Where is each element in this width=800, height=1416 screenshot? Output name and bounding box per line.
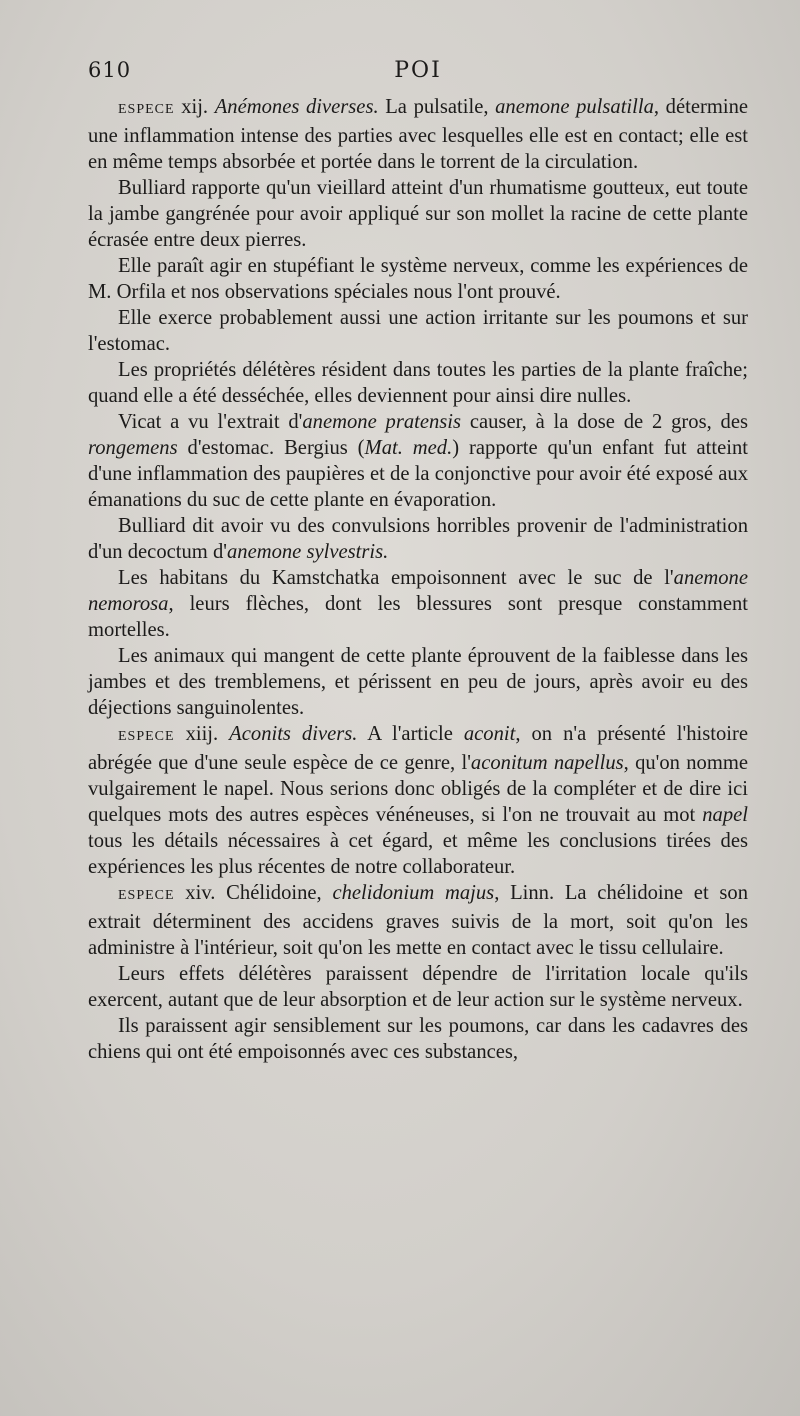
body-text — [88, 94, 748, 1065]
text-run: , qu'on nomme vulgairement le napel. Nous serions donc obligés de la compléter et de dire ici quelques mots des autres espèces vénéneuses, si l'on ne trouvait au mot — [88, 752, 749, 826]
section-label: ESPECE — [118, 729, 175, 744]
text-run: Les propriétés délétères résident dans toutes les parties de la plante fraîche; quand elle a été desséchée, elles deviennent pour ainsi dire nulles. — [88, 359, 748, 407]
text-run: anemone nemorosa — [88, 567, 748, 615]
text-run: Mat. med. — [364, 437, 453, 459]
text-run: aconitum napellus — [470, 752, 624, 774]
text-run: anemone pratensis — [302, 411, 462, 433]
running-head: POI — [394, 58, 442, 83]
paragraph — [88, 175, 748, 253]
paragraph — [88, 961, 748, 1013]
text-run: Ils paraissent agir sensiblement sur les poumons, car dans les cadavres des chiens qui ont été empoisonnés avec ces substances, — [88, 1015, 748, 1063]
text-run: , détermine une inflammation intense des parties avec lesquelles elle est en contact; elle est en même temps absorbée et portée dans le torrent de la circulation. — [88, 96, 749, 173]
text-run: Bulliard rapporte qu'un vieillard atteint d'un rhumatisme goutteux, eut toute la jambe gangrénée pour avoir appliqué sur son mollet la racine de cette plante écrasée entre deux pierres. — [88, 177, 748, 251]
text-run: anemone pulsatilla — [495, 96, 654, 118]
text-run: Bulliard dit avoir vu des convulsions horribles provenir de l'administration d'un decoctum d' — [88, 515, 748, 563]
section-label: ESPECE — [118, 888, 175, 903]
text-run: A l'article — [357, 723, 464, 745]
text-run: anemone sylvestris. — [226, 541, 389, 563]
paragraph — [88, 357, 748, 409]
text-run: tous les détails nécessaires à cet égard, et même les conclusions tirées des expériences les plus récentes de notre collaborateur. — [88, 830, 748, 878]
text-run: La pulsatile, — [378, 96, 496, 118]
text-run: Anémones diverses. — [214, 96, 379, 118]
paragraph — [88, 253, 748, 305]
paragraph — [88, 409, 748, 513]
text-run: Les habitans du Kamstchatka empoisonnent avec le suc de l' — [118, 567, 674, 589]
text-run: napel — [702, 804, 748, 826]
paragraph — [88, 94, 748, 175]
text-run: d'estomac. Bergius ( — [177, 437, 365, 459]
text-run: rongemens — [88, 437, 178, 459]
text-run: Elle paraît agir en stupéfiant le système nerveux, comme les expériences de M. Orfila et nos observations spéciales nous l'ont prouvé. — [88, 255, 748, 303]
text-run: , on n'a présenté l'histoire abrégée que d'une seule espèce de ce genre, l' — [88, 723, 749, 774]
text-run: Leurs effets délétères paraissent dépendre de l'irritation locale qu'ils exercent, autant que de leur absorption et de leur action sur le système nerveux. — [88, 963, 748, 1011]
page-header — [88, 58, 748, 92]
paragraph — [88, 643, 748, 721]
paragraph — [88, 1013, 748, 1065]
text-run: Aconits divers. — [229, 723, 358, 745]
text-run: Vicat a vu l'extrait d' — [118, 411, 303, 433]
paragraph — [88, 565, 748, 643]
paragraph — [88, 880, 748, 961]
paragraph — [88, 513, 748, 565]
text-run: , leurs flèches, dont les blessures sont presque constamment mortelles. — [88, 593, 748, 641]
text-run: causer, à la dose de 2 gros, des — [461, 411, 748, 433]
text-run: ) rapporte qu'un enfant fut atteint d'une inflammation des paupières et de la conjonctive pour avoir été exposé aux émanations du suc de cette plante en évaporation. — [88, 437, 748, 511]
text-run: , Linn. La chélidoine et son extrait déterminent des accidens graves suivis de la mort, soit qu'on les administre à l'intérieur, soit qu'on les mette en contact avec le tissu cellulaire. — [88, 882, 749, 959]
text-run: xij. — [174, 96, 215, 118]
paragraph — [88, 721, 748, 880]
paragraph — [88, 305, 748, 357]
text-run: Elle exerce probablement aussi une action irritante sur les poumons et sur l'estomac. — [88, 307, 748, 355]
text-run: aconit — [463, 723, 516, 745]
text-run: Les animaux qui mangent de cette plante éprouvent de la faiblesse dans les jambes et des tremblemens, et périssent en peu de jours, après avoir eu des déjections sanguinolentes. — [88, 645, 748, 719]
section-label: ESPECE — [118, 102, 175, 117]
text-run: xiij. — [174, 723, 230, 745]
text-run: xiv. Chélidoine, — [174, 882, 333, 904]
text-run: chelidonium majus — [332, 882, 495, 904]
page-number: 610 — [88, 58, 132, 82]
